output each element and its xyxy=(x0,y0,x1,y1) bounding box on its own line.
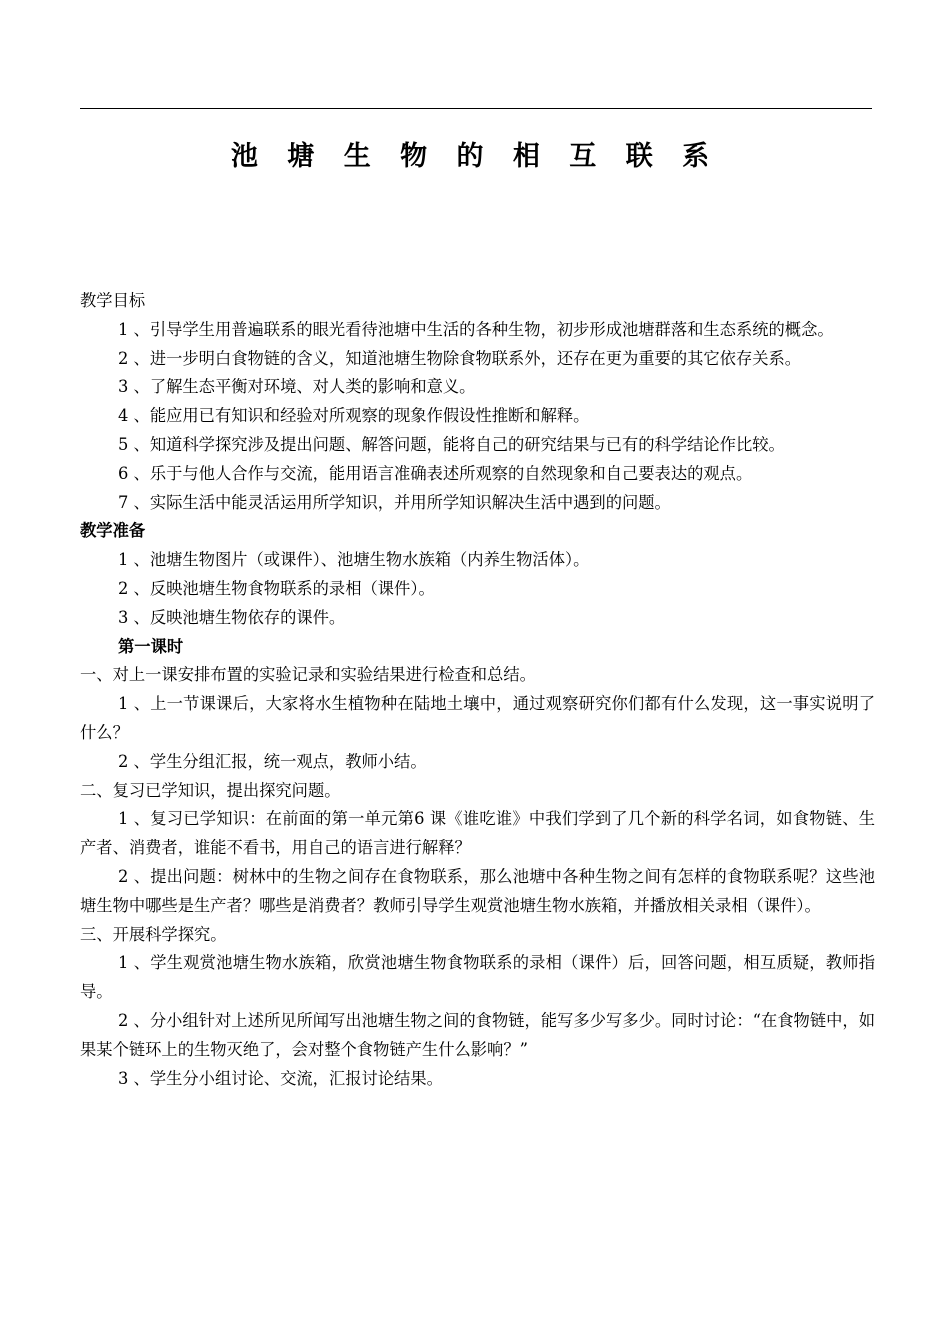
part1-item: 1 、上一节课课后，大家将水生植物种在陆地土壤中，通过观察研究你们都有什么发现，这一事实说明了什么？ xyxy=(80,694,875,742)
page-title: 池 塘 生 物 的 相 互 联 系 xyxy=(230,141,720,172)
prep-heading: 教学准备 xyxy=(80,521,146,541)
part3-item: 1 、学生观赏池塘生物水族箱，欣赏池塘生物食物联系的录相（课件）后，回答问题，相互质疑，教师指导。 xyxy=(80,953,875,1002)
part3-heading: 三、开展科学探究。 xyxy=(80,924,227,944)
objectives-heading: 教学目标 xyxy=(80,291,146,310)
objective-item: 5 、知道科学探究涉及提出问题、解答问题，能将自己的研究结果与已有的科学结论作比较。 xyxy=(118,434,785,454)
objective-item: 4 、能应用已有知识和经验对所观察的现象作假设性推断和解释。 xyxy=(118,406,590,426)
part2-heading: 二、复习已学知识，提出探究问题。 xyxy=(80,780,341,800)
part3-item: 3 、学生分小组讨论、交流，汇报讨论结果。 xyxy=(118,1068,443,1088)
objective-item: 3 、了解生态平衡对环境、对人类的影响和意义。 xyxy=(118,377,476,397)
part1-item: 2 、学生分组汇报，统一观点，教师小结。 xyxy=(118,751,427,771)
header-rule xyxy=(80,108,872,109)
part1-heading: 一、对上一课安排布置的实验记录和实验结果进行检查和总结。 xyxy=(80,665,536,685)
objective-item: 6 、乐于与他人合作与交流，能用语言准确表述所观察的自然现象和自己要表达的观点。 xyxy=(118,463,753,483)
objective-item: 1 、引导学生用普遍联系的眼光看待池塘中生活的各种生物，初步形成池塘群落和生态系统的概念。 xyxy=(118,319,834,339)
prep-item: 1 、池塘生物图片（或课件）、池塘生物水族箱（内养生物活体）。 xyxy=(118,550,590,570)
prep-item: 2 、反映池塘生物食物联系的录相（课件）。 xyxy=(118,578,435,598)
part2-item: 2 、提出问题：树林中的生物之间存在食物联系，那么池塘中各种生物之间有怎样的食物联系呢？这些池塘生物中哪些是生产者？哪些是消费者？教师引导学生观赏池塘生物水族箱，并播放相关录相（课件）。 xyxy=(80,866,875,915)
part2-item: 1 、复习已学知识：在前面的第一单元第6 课《谁吃谁》中我们学到了几个新的科学名词，如食物链、生产者、消费者，谁能不看书，用自己的语言进行解释？ xyxy=(80,809,875,858)
prep-item: 3 、反映池塘生物依存的课件。 xyxy=(118,607,346,627)
lesson-heading: 第一课时 xyxy=(118,636,184,656)
part3-item: 2 、分小组针对上述所见所闻写出池塘生物之间的食物链，能写多少写多少。同时讨论：“在食物链中，如果某个链环上的生物灭绝了，会对整个食物链产生什么影响？” xyxy=(80,1010,875,1059)
document-body xyxy=(80,287,875,1093)
objective-item: 7 、实际生活中能灵活运用所学知识，并用所学知识解决生活中遇到的问题。 xyxy=(118,492,671,512)
objective-item: 2 、进一步明白食物链的含义，知道池塘生物除食物联系外，还存在更为重要的其它依存关系。 xyxy=(118,348,802,368)
